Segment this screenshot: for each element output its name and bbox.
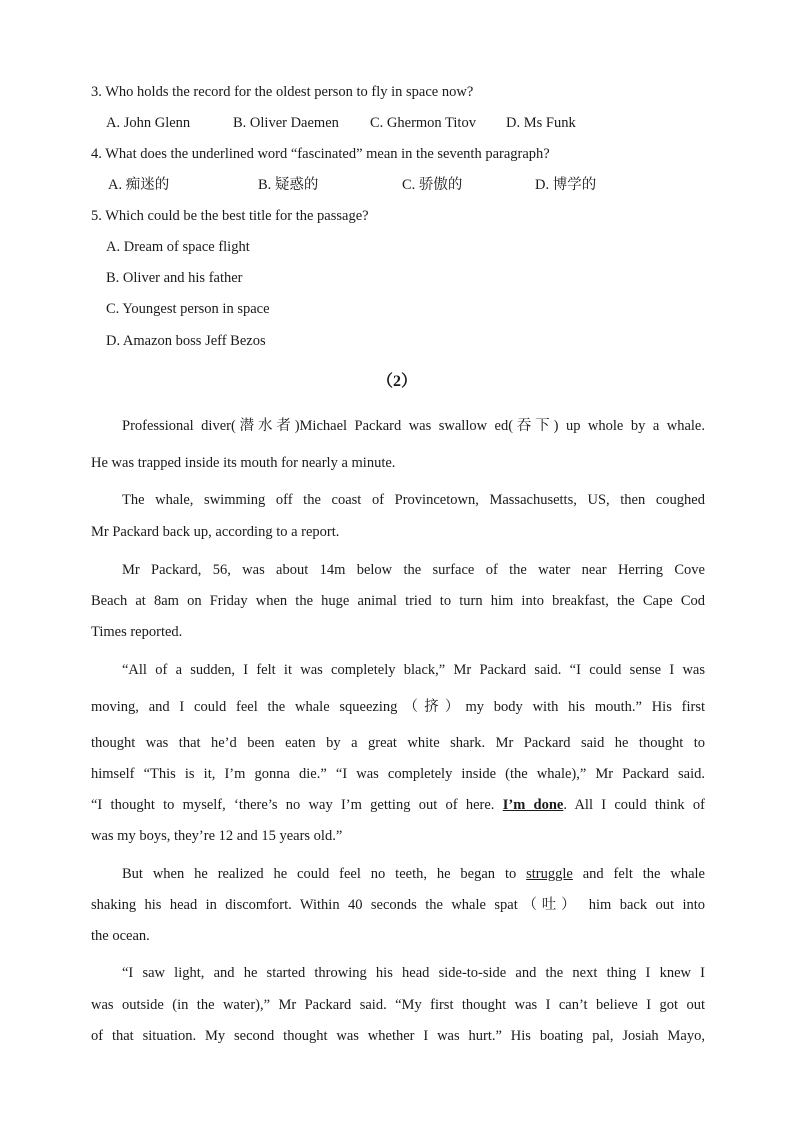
passage-line: “All of a sudden, I felt it was completely black,” Mr Packard said. “I could sense I was (122, 662, 705, 678)
passage-line: was my boys, they’re 12 and 15 years old.” (91, 828, 343, 844)
passage-line: was outside (in the water),” Mr Packard said. “My first thought was I can’t believe I got out (91, 997, 705, 1013)
q3-option-d: D. Ms Funk (506, 115, 576, 131)
question-4: 4. What does the underlined word “fascinated” mean in the seventh paragraph? (91, 146, 550, 162)
passage-line: Beach at 8am on Friday when the huge animal tried to turn him into breakfast, the Cape Cod (91, 593, 705, 609)
question-3: 3. Who holds the record for the oldest person to fly in space now? (91, 84, 474, 100)
passage-line: the ocean. (91, 928, 150, 944)
q4-option-d: D. 博学的 (535, 177, 597, 193)
passage-text: “I thought to myself, ‘there’s no way I’m getting out of here. (91, 797, 503, 813)
passage-line: Mr Packard, 56, was about 14m below the surface of the water near Herring Cove (122, 562, 705, 578)
question-5: 5. Which could be the best title for the passage? (91, 208, 369, 224)
passage-line (122, 864, 705, 884)
passage-line: Professional diver(潜水者)Michael Packard was swallow ed(吞下) up whole by a whale. (122, 418, 705, 434)
passage-text: . All I could think of (563, 797, 705, 813)
q3-option-b: B. Oliver Daemen (233, 115, 339, 131)
q3-option-a: A. John Glenn (106, 115, 191, 131)
q4-option-c: C. 骄傲的 (402, 177, 463, 193)
passage-line: moving, and I could feel the whale squeezing（挤）my body with his mouth.” His first (91, 699, 705, 715)
passage-line: The whale, swimming off the coast of Provincetown, Massachusetts, US, then coughed (122, 492, 705, 508)
passage-line: He was trapped inside its mouth for nearly a minute. (91, 455, 396, 471)
underlined-word-struggle: struggle (526, 866, 573, 882)
passage-line: Mr Packard back up, according to a report. (91, 524, 340, 540)
underlined-phrase-im-done: I’m done (502, 797, 564, 813)
passage-line: Times reported. (91, 624, 183, 640)
passage-line: “I saw light, and he started throwing his head side-to-side and the next thing I knew I (122, 965, 705, 981)
passage-line: of that situation. My second thought was whether I was hurt.” His boating pal, Josiah Mayo, (91, 1028, 705, 1044)
section-title: （2） (376, 373, 417, 390)
passage-text: and felt the whale (572, 866, 705, 882)
q5-option-b: B. Oliver and his father (106, 270, 243, 286)
passage-line: shaking his head in discomfort. Within 40 seconds the whale spat（吐） him back out into (91, 897, 705, 913)
q4-option-b: B. 疑惑的 (258, 177, 319, 193)
q5-option-d: D. Amazon boss Jeff Bezos (106, 333, 266, 349)
passage-text: But when he realized he could feel no teeth, he began to (122, 866, 527, 882)
q5-option-a: A. Dream of space flight (106, 239, 250, 255)
q3-option-c: C. Ghermon Titov (370, 115, 476, 131)
passage-line: himself “This is it, I’m gonna die.” “I was completely inside (the whale),” Mr Packard said. (91, 766, 705, 782)
passage-line (91, 795, 705, 815)
q5-option-c: C. Youngest person in space (106, 301, 270, 317)
q4-option-a: A. 痴迷的 (108, 177, 170, 193)
passage-line: thought was that he’d been eaten by a great white shark. Mr Packard said he thought to (91, 735, 705, 751)
